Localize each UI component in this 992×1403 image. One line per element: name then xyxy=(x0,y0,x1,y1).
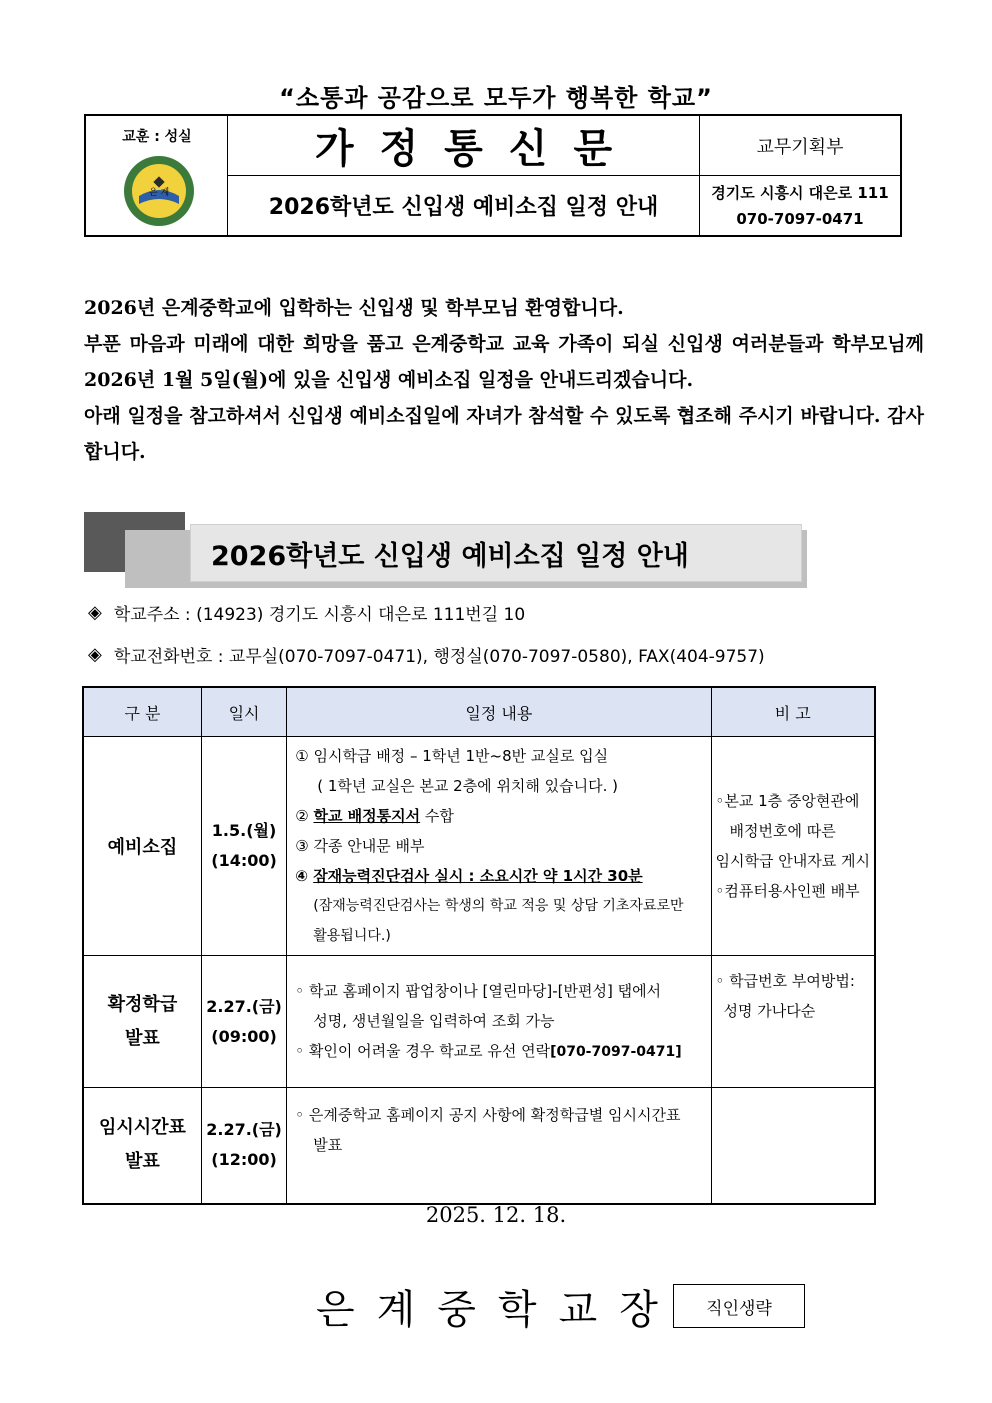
row-content xyxy=(287,737,711,956)
table-row xyxy=(83,737,875,956)
school-motto-label: 교훈 : 성실 xyxy=(122,129,192,145)
diamond-bullet-icon: ◈ xyxy=(88,602,102,623)
header-logo-cell xyxy=(86,116,228,235)
content-line: 활용됩니다.) xyxy=(313,928,391,944)
intro-paragraph: 부푼 마음과 미래에 대한 희망을 품고 은계중학교 교육 가족이 되실 신입생 여러분들과 학부모님께 2026년 1월 5일(월)에 있을 신입생 예비소집 일정을 안내드리겠습니다. xyxy=(84,333,924,391)
note-line: 성명 가나다순 xyxy=(723,1002,816,1020)
schedule-table xyxy=(82,686,876,1205)
content-seg: ◦ 확인이 어려울 경우 학교로 유선 연락 xyxy=(295,1042,551,1060)
content-seg: 잠재능력진단검사 실시 : 소요시간 약 1시간 30분 xyxy=(313,867,643,885)
school-motto: “소통과 공감으로 모두가 행복한 학교” xyxy=(279,84,713,112)
content-line: ③ 각종 안내문 배부 xyxy=(295,837,425,855)
content-line: ① 임시학급 배정 – 1학년 1반~8반 교실로 입실 xyxy=(295,747,609,765)
date-text: 2.27.(금) xyxy=(206,996,282,1016)
row-date xyxy=(201,1088,286,1204)
department: 교무기획부 xyxy=(700,116,900,176)
section-title: 2026학년도 신입생 예비소집 일정 안내 xyxy=(190,524,802,582)
row-note xyxy=(711,737,875,956)
contact-cell xyxy=(700,176,900,235)
row-note xyxy=(711,956,875,1088)
category-text: 임시시간표 xyxy=(98,1117,186,1139)
svg-text:은 계: 은 계 xyxy=(149,188,170,198)
note-line: ◦본교 1층 중앙현관에 xyxy=(715,792,860,810)
content-line: 발표 xyxy=(313,1136,343,1154)
row-date xyxy=(201,737,286,956)
header-content: 일정 내용 xyxy=(287,687,711,737)
row-content xyxy=(287,1088,711,1204)
header-table xyxy=(84,114,902,237)
intro-paragraph: 2026년 은계중학교에 입학하는 신입생 및 학부모님 환영합니다. xyxy=(84,297,624,319)
content-seg: ④ xyxy=(295,867,314,885)
content-seg: 학교 배정통지서 xyxy=(313,807,421,825)
category-text: 확정학급 xyxy=(107,993,178,1015)
table-row xyxy=(83,1088,875,1204)
doc-subtitle: 2026학년도 신입생 예비소집 일정 안내 xyxy=(228,176,700,235)
content-line: ◦ 은계중학교 홈페이지 공지 사항에 확정학급별 임시시간표 xyxy=(295,1106,681,1124)
content-line xyxy=(295,1036,702,1067)
row-content xyxy=(287,956,711,1088)
seal-omitted-box: 직인생략 xyxy=(673,1284,805,1328)
content-line: (잠재능력진단검사는 학생의 학교 적응 및 상담 기초자료로만 xyxy=(313,898,684,914)
header-date: 일시 xyxy=(201,687,286,737)
diamond-bullet-icon: ◈ xyxy=(88,644,102,665)
principal-title: 은계중학교장 xyxy=(316,1287,680,1333)
table-header-row xyxy=(83,687,875,737)
row-category xyxy=(83,1088,201,1204)
note-line: ◦컴퓨터용사인펜 배부 xyxy=(715,882,860,900)
header-note: 비 고 xyxy=(711,687,875,737)
content-line: 성명, 생년월일을 입력하여 조회 가능 xyxy=(313,1012,555,1030)
intro-paragraph: 아래 일정을 참고하셔서 신입생 예비소집일에 자녀가 참석할 수 있도록 협조해 주시기 바랍니다. 감사합니다. xyxy=(84,405,924,463)
category-text: 발표 xyxy=(125,1151,160,1173)
category-text: 발표 xyxy=(125,1027,160,1049)
row-category: 예비소집 xyxy=(83,737,201,956)
content-line xyxy=(295,861,702,891)
content-line: ◦ 학교 홈페이지 팝업창이나 [열린마당]-[반편성] 탭에서 xyxy=(295,982,662,1000)
time-text: (14:00) xyxy=(211,851,277,870)
row-category xyxy=(83,956,201,1088)
row-note xyxy=(711,1088,875,1204)
content-seg: [070-7097-0471] xyxy=(550,1044,682,1060)
header-category: 구 분 xyxy=(83,687,201,737)
content-line xyxy=(295,801,702,831)
content-seg: ② xyxy=(295,807,314,825)
info-phone xyxy=(88,642,765,667)
note-line: ◦ 학급번호 부여방법: xyxy=(715,972,855,990)
issue-date: 2025. 12. 18. xyxy=(425,1203,567,1227)
note-line: 임시학급 안내자료 게시 xyxy=(715,852,870,870)
info-address-text: 학교주소 : (14923) 경기도 시흥시 대은로 111번길 10 xyxy=(113,605,526,625)
time-text: (09:00) xyxy=(211,1026,277,1046)
info-address xyxy=(88,600,525,625)
content-line: ( 1학년 교실은 본교 2층에 위치해 있습니다. ) xyxy=(317,777,619,795)
school-address: 경기도 시흥시 대은로 111 xyxy=(711,183,889,202)
time-text: (12:00) xyxy=(211,1150,277,1170)
content-seg: 수합 xyxy=(420,807,454,825)
info-phone-text: 학교전화번호 : 교무실(070-7097-0471), 행정실(070-7097-0580), FAX(404-9757) xyxy=(113,647,765,667)
school-logo-icon xyxy=(122,154,196,228)
date-text: 2.27.(금) xyxy=(206,1120,282,1140)
row-date xyxy=(201,956,286,1088)
table-row xyxy=(83,956,875,1088)
date-text: 1.5.(월) xyxy=(211,821,277,840)
school-phone: 070-7097-0471 xyxy=(736,209,864,228)
intro-text xyxy=(84,290,924,470)
doc-title: 가정통신문 xyxy=(228,116,700,176)
note-line: 배정번호에 따른 xyxy=(729,822,836,840)
